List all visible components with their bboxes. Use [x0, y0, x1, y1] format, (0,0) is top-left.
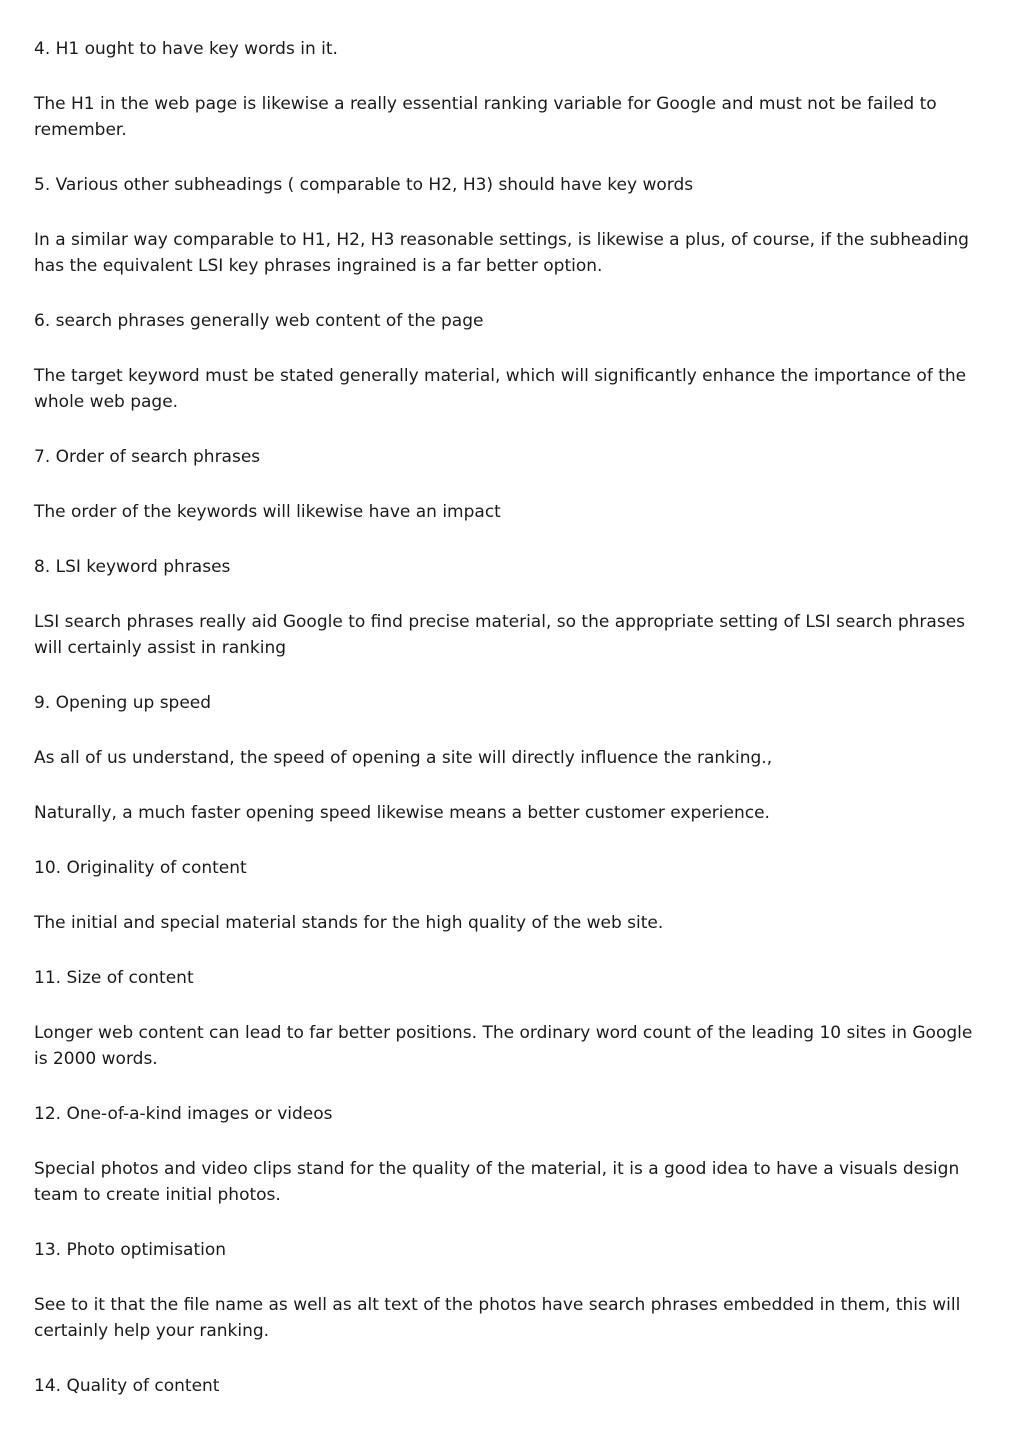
list-heading-keyword-content: 6. search phrases generally web content of the page: [34, 311, 484, 331]
paragraph-h1-ranking: The H1 in the web page is likewise a really essential ranking variable for Google and must not be failed to remember.: [34, 94, 937, 140]
list-heading-subheadings: 5. Various other subheadings ( comparable to H2, H3) should have key words: [34, 175, 694, 195]
paragraph-target-keyword: The target keyword must be stated generally material, which will significantly enhance the importance of the whole web page.: [34, 366, 967, 412]
paragraph-speed-experience: Naturally, a much faster opening speed likewise means a better customer experience.: [34, 803, 770, 823]
document-body: [34, 36, 986, 1428]
paragraph-lsi: LSI search phrases really aid Google to find precise material, so the appropriate setting of LSI search phrases will certainly assist in ranking: [34, 612, 966, 658]
list-heading-content-size: 11. Size of content: [34, 968, 194, 988]
list-heading-originality: 10. Originality of content: [34, 858, 247, 878]
paragraph-subheadings: In a similar way comparable to H1, H2, H3 reasonable settings, is likewise a plus, of course, if the subheading has the equivalent LSI key phrases ingrained is a far better option.: [34, 230, 969, 276]
list-heading-keyword-order: 7. Order of search phrases: [34, 447, 261, 467]
paragraph-photo-optimisation: See to it that the file name as well as alt text of the photos have search phrases embedded in them, this will certainly help your ranking.: [34, 1295, 961, 1341]
paragraph-originality: The initial and special material stands for the high quality of the web site.: [34, 913, 664, 933]
paragraph-unique-media: Special photos and video clips stand for the quality of the material, it is a good idea to have a visuals design team to create initial photos.: [34, 1159, 960, 1205]
list-heading-lsi: 8. LSI keyword phrases: [34, 557, 231, 577]
paragraph-content-size: Longer web content can lead to far better positions. The ordinary word count of the leading 10 sites in Google is 2000 words.: [34, 1023, 973, 1069]
paragraph-keyword-order: The order of the keywords will likewise have an impact: [34, 502, 501, 522]
list-heading-content-quality: 14. Quality of content: [34, 1376, 220, 1396]
list-heading-unique-media: 12. One-of-a-kind images or videos: [34, 1104, 333, 1124]
list-heading-h1-keywords: 4. H1 ought to have key words in it.: [34, 39, 338, 59]
paragraph-speed: As all of us understand, the speed of opening a site will directly influence the ranking.,: [34, 748, 773, 768]
list-heading-photo-optimisation: 13. Photo optimisation: [34, 1240, 227, 1260]
list-heading-speed: 9. Opening up speed: [34, 693, 212, 713]
